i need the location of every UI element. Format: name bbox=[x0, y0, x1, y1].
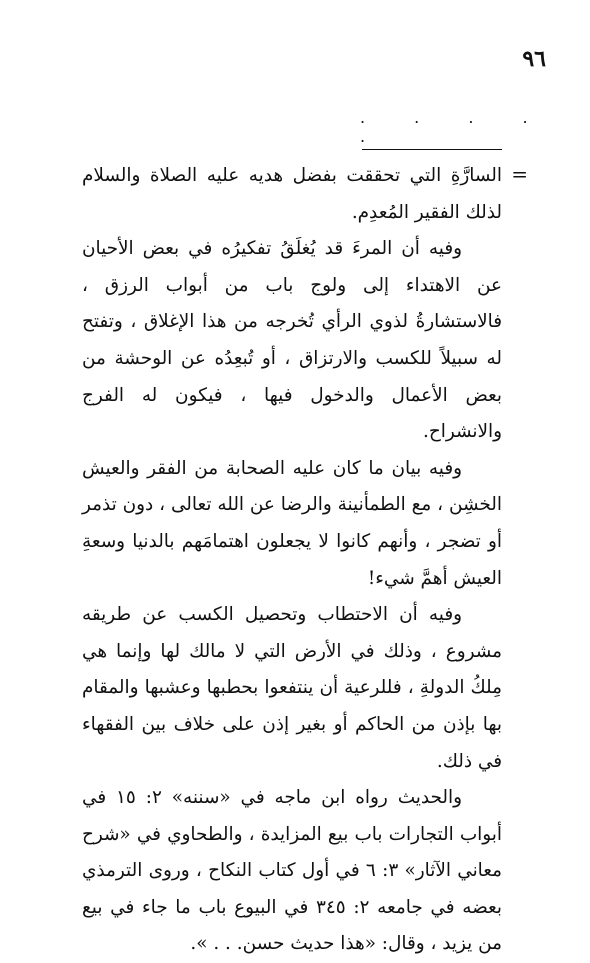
footnote-separator-rule bbox=[362, 149, 502, 150]
paragraph-companions: وفيه بيان ما كان عليه الصحابة من الفقر والعيش الخشِن ، مع الطمأنينة والرضا عن الله تعالى ، دون تذمر أو تضجر ، وأنهم كانوا لا يجعلون اهتمامَهم بالدنيا وسعةِ العيش أهمَّ شيء! bbox=[82, 457, 502, 589]
continuation-mark: = bbox=[511, 162, 528, 186]
paragraph-consultation: وفيه أن المرءَ قد يُغلَقُ تفكيرُه في بعض الأحيان عن الاهتداء إلى ولوج باب من أبواب الرزق ، فالاستشارةُ لذوي الرأي تُخرجه من هذا الإغلاق ، وتفتح له سبيلاً للكسب والارتزاق ، أو تُبعِدُه عن الوحشة من بعض الأعمال والدخول فيها ، فيكون له الفرج والانشراح. bbox=[82, 238, 502, 443]
paragraph-woodcutting: وفيه أن الاحتطاب وتحصيل الكسب عن طريقه مشروع ، وذلك في الأرض التي لا مالك لها وإنما هي مِلكُ الدولةِ ، فللرعية أن ينتفعوا بحطبها وعشبها والمقام بها بإذن من الحاكم أو بغير إذن على خلاف بين الفقهاء في ذلك. bbox=[82, 604, 502, 772]
page-number: ٩٦ bbox=[522, 46, 546, 72]
body-text bbox=[82, 158, 502, 963]
paragraph-continuation: السارَّةِ التي تحققت بفضل هديه عليه الصلاة والسلام لذلك الفقير المُعدِم. bbox=[82, 165, 502, 223]
paragraph-hadith-sources: والحديث رواه ابن ماجه في «سننه» ٢: ١٥ في أبواب التجارات باب بيع المزايدة ، والطحاوي في «شرح معاني الآثار» ٣: ٦ في أول كتاب النكاح ، وروى الترمذي بعضه في جامعه ٢: ٣٤٥ في البيوع باب ما جاء في بيع من يزيد ، وقال: «هذا حديث حسن. . . ». bbox=[82, 787, 503, 955]
ellipsis-dots: . . . . . bbox=[360, 108, 550, 146]
